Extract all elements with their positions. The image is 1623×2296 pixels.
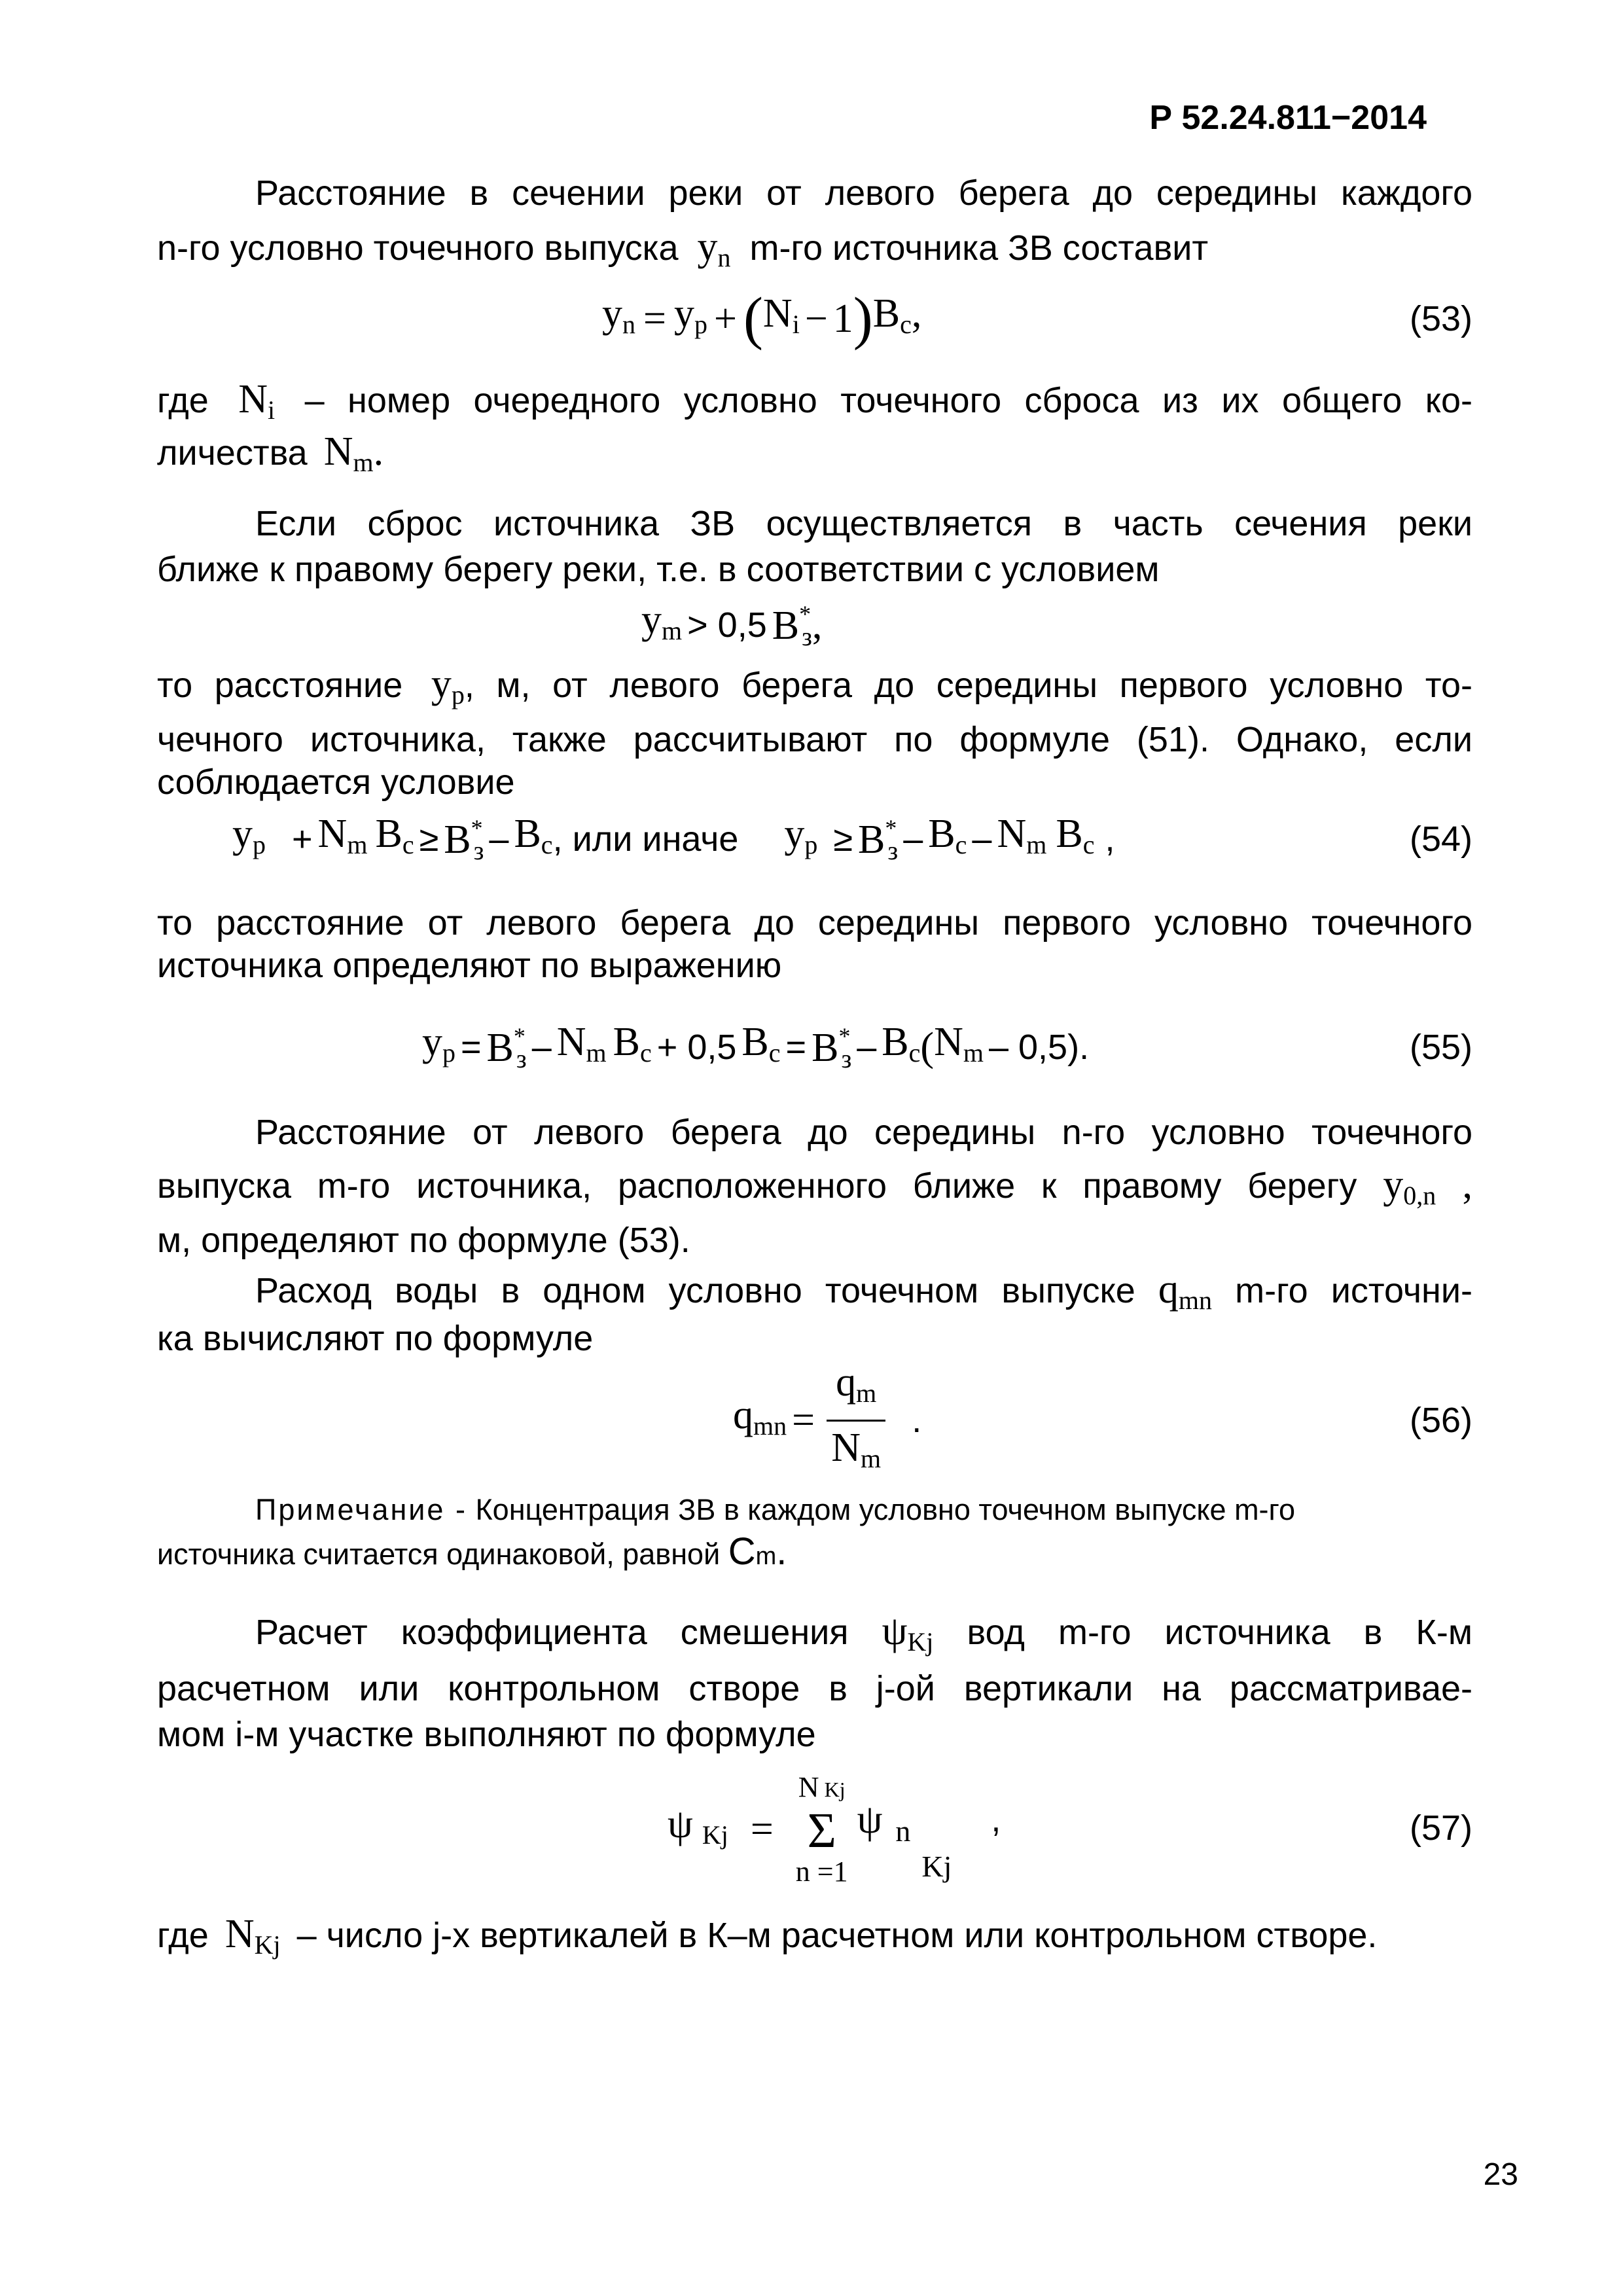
paragraph-line: выпуска m-го источника, расположенного ближе к правому берегу y0,n ,	[157, 1162, 1472, 1210]
paragraph-line: мом i-м участке выполняют по формуле	[157, 1715, 816, 1754]
symbol-q-mn: qmn	[1158, 1267, 1213, 1315]
symbol-y-n: yn	[697, 224, 731, 272]
symbol-n-m: Nm.	[323, 429, 384, 477]
paragraph-line: ближе к правому берегу реки, т.е. в соответствии с условием	[157, 550, 1160, 589]
note-line: источника считается одинаковой, равной Cm.	[157, 1530, 787, 1573]
paragraph-line: чечного источника, также рассчитывают по формуле (51). Однако, если	[157, 720, 1472, 759]
paragraph-line: n-го условно точечного выпуска yn m-го источника ЗВ составит	[157, 224, 1209, 272]
equation-number-56: (56)	[1409, 1401, 1472, 1440]
symbol-n-kj: NKj	[224, 1912, 281, 1960]
symbol-n-i: Ni	[238, 377, 276, 425]
fraction: $\frac{qm}{Nm}$	[827, 1356, 885, 1485]
document-code-header: Р 52.24.811−2014	[1149, 99, 1427, 137]
symbol-y-p: yp	[431, 662, 465, 709]
paragraph-line: ка вычисляют по формуле	[157, 1319, 594, 1358]
paragraph-line: соблюдается условие	[157, 762, 515, 802]
paragraph-line: где Ni – номер очередного условно точечного сброса из их общего ко-	[157, 377, 1472, 425]
paragraph-line: то расстояние yp, м, от левого берега до середины первого условно то-	[157, 662, 1472, 709]
paragraph-line: Расстояние от левого берега до середины n-го условно точечного	[255, 1113, 1472, 1152]
paragraph-line: источника определяют по выражению	[157, 946, 782, 985]
symbol-c-m: Cm.	[728, 1530, 787, 1573]
symbol-psi-kj: ψKj	[882, 1609, 934, 1657]
page-number: 23	[1483, 2157, 1518, 2192]
equation-55-formula: yp = B*з – Nm Bc + 0,5 Bc = B*з – Bc ( Nm – 0,5).	[422, 1019, 1090, 1073]
symbol-y-0n: y0,n ,	[1383, 1162, 1472, 1210]
paragraph-line: Расход воды в одном условно точечном выпуске qmn m-го источни-	[255, 1267, 1472, 1315]
paragraph-line: Расстояние в сечении реки от левого берега до середины каждого	[255, 173, 1472, 213]
equation-number-57: (57)	[1409, 1808, 1472, 1848]
note-label: Примечание -	[255, 1493, 467, 1526]
equation-number-53: (53)	[1409, 299, 1472, 338]
paragraph-line: Расчет коэффициента смешения ψKj вод m-го источника в К-м	[255, 1609, 1472, 1657]
equation-53-formula: yn = yp + ( Ni − 1 ) Bc,	[602, 286, 922, 351]
equation-57-formula: ψ Kj = N Kj Σ n =1 ψ n Kj ,	[668, 1757, 1006, 1901]
equation-56	[157, 1355, 1472, 1486]
equation-54-formula: yp + Nm Bc ≥ B*з – Bc , или иначе yp ≥ B*з – Bc – Nm Bc ,	[232, 811, 1115, 865]
equation-number-54: (54)	[1409, 819, 1472, 859]
equation-number-55: (55)	[1409, 1028, 1472, 1067]
paragraph-line: расчетном или контрольном створе в j-ой вертикали на рассматривае-	[157, 1669, 1472, 1708]
paragraph-line: м, определяют по формуле (53).	[157, 1221, 690, 1260]
condition-formula-body: ym > 0,5 B*з ,	[641, 597, 823, 651]
note-line: Примечание - Концентрация ЗВ в каждом условно точечном выпуске m-го	[255, 1493, 1295, 1526]
paragraph-line: то расстояние от левого берега до середины первого условно точечного	[157, 903, 1472, 942]
summation: N Kj Σ n =1	[795, 1770, 848, 1888]
paragraph-line: где NKj – число j-х вертикалей в К–м расчетном или контрольном створе.	[157, 1912, 1378, 1960]
equation-56-formula: qmn = $\frac{qm}{Nm}$ .	[733, 1355, 927, 1486]
equation-57	[157, 1757, 1472, 1901]
paragraph-line: личества Nm.	[157, 429, 384, 477]
paragraph-line: Если сброс источника ЗВ осуществляется в часть сечения реки	[255, 504, 1472, 543]
